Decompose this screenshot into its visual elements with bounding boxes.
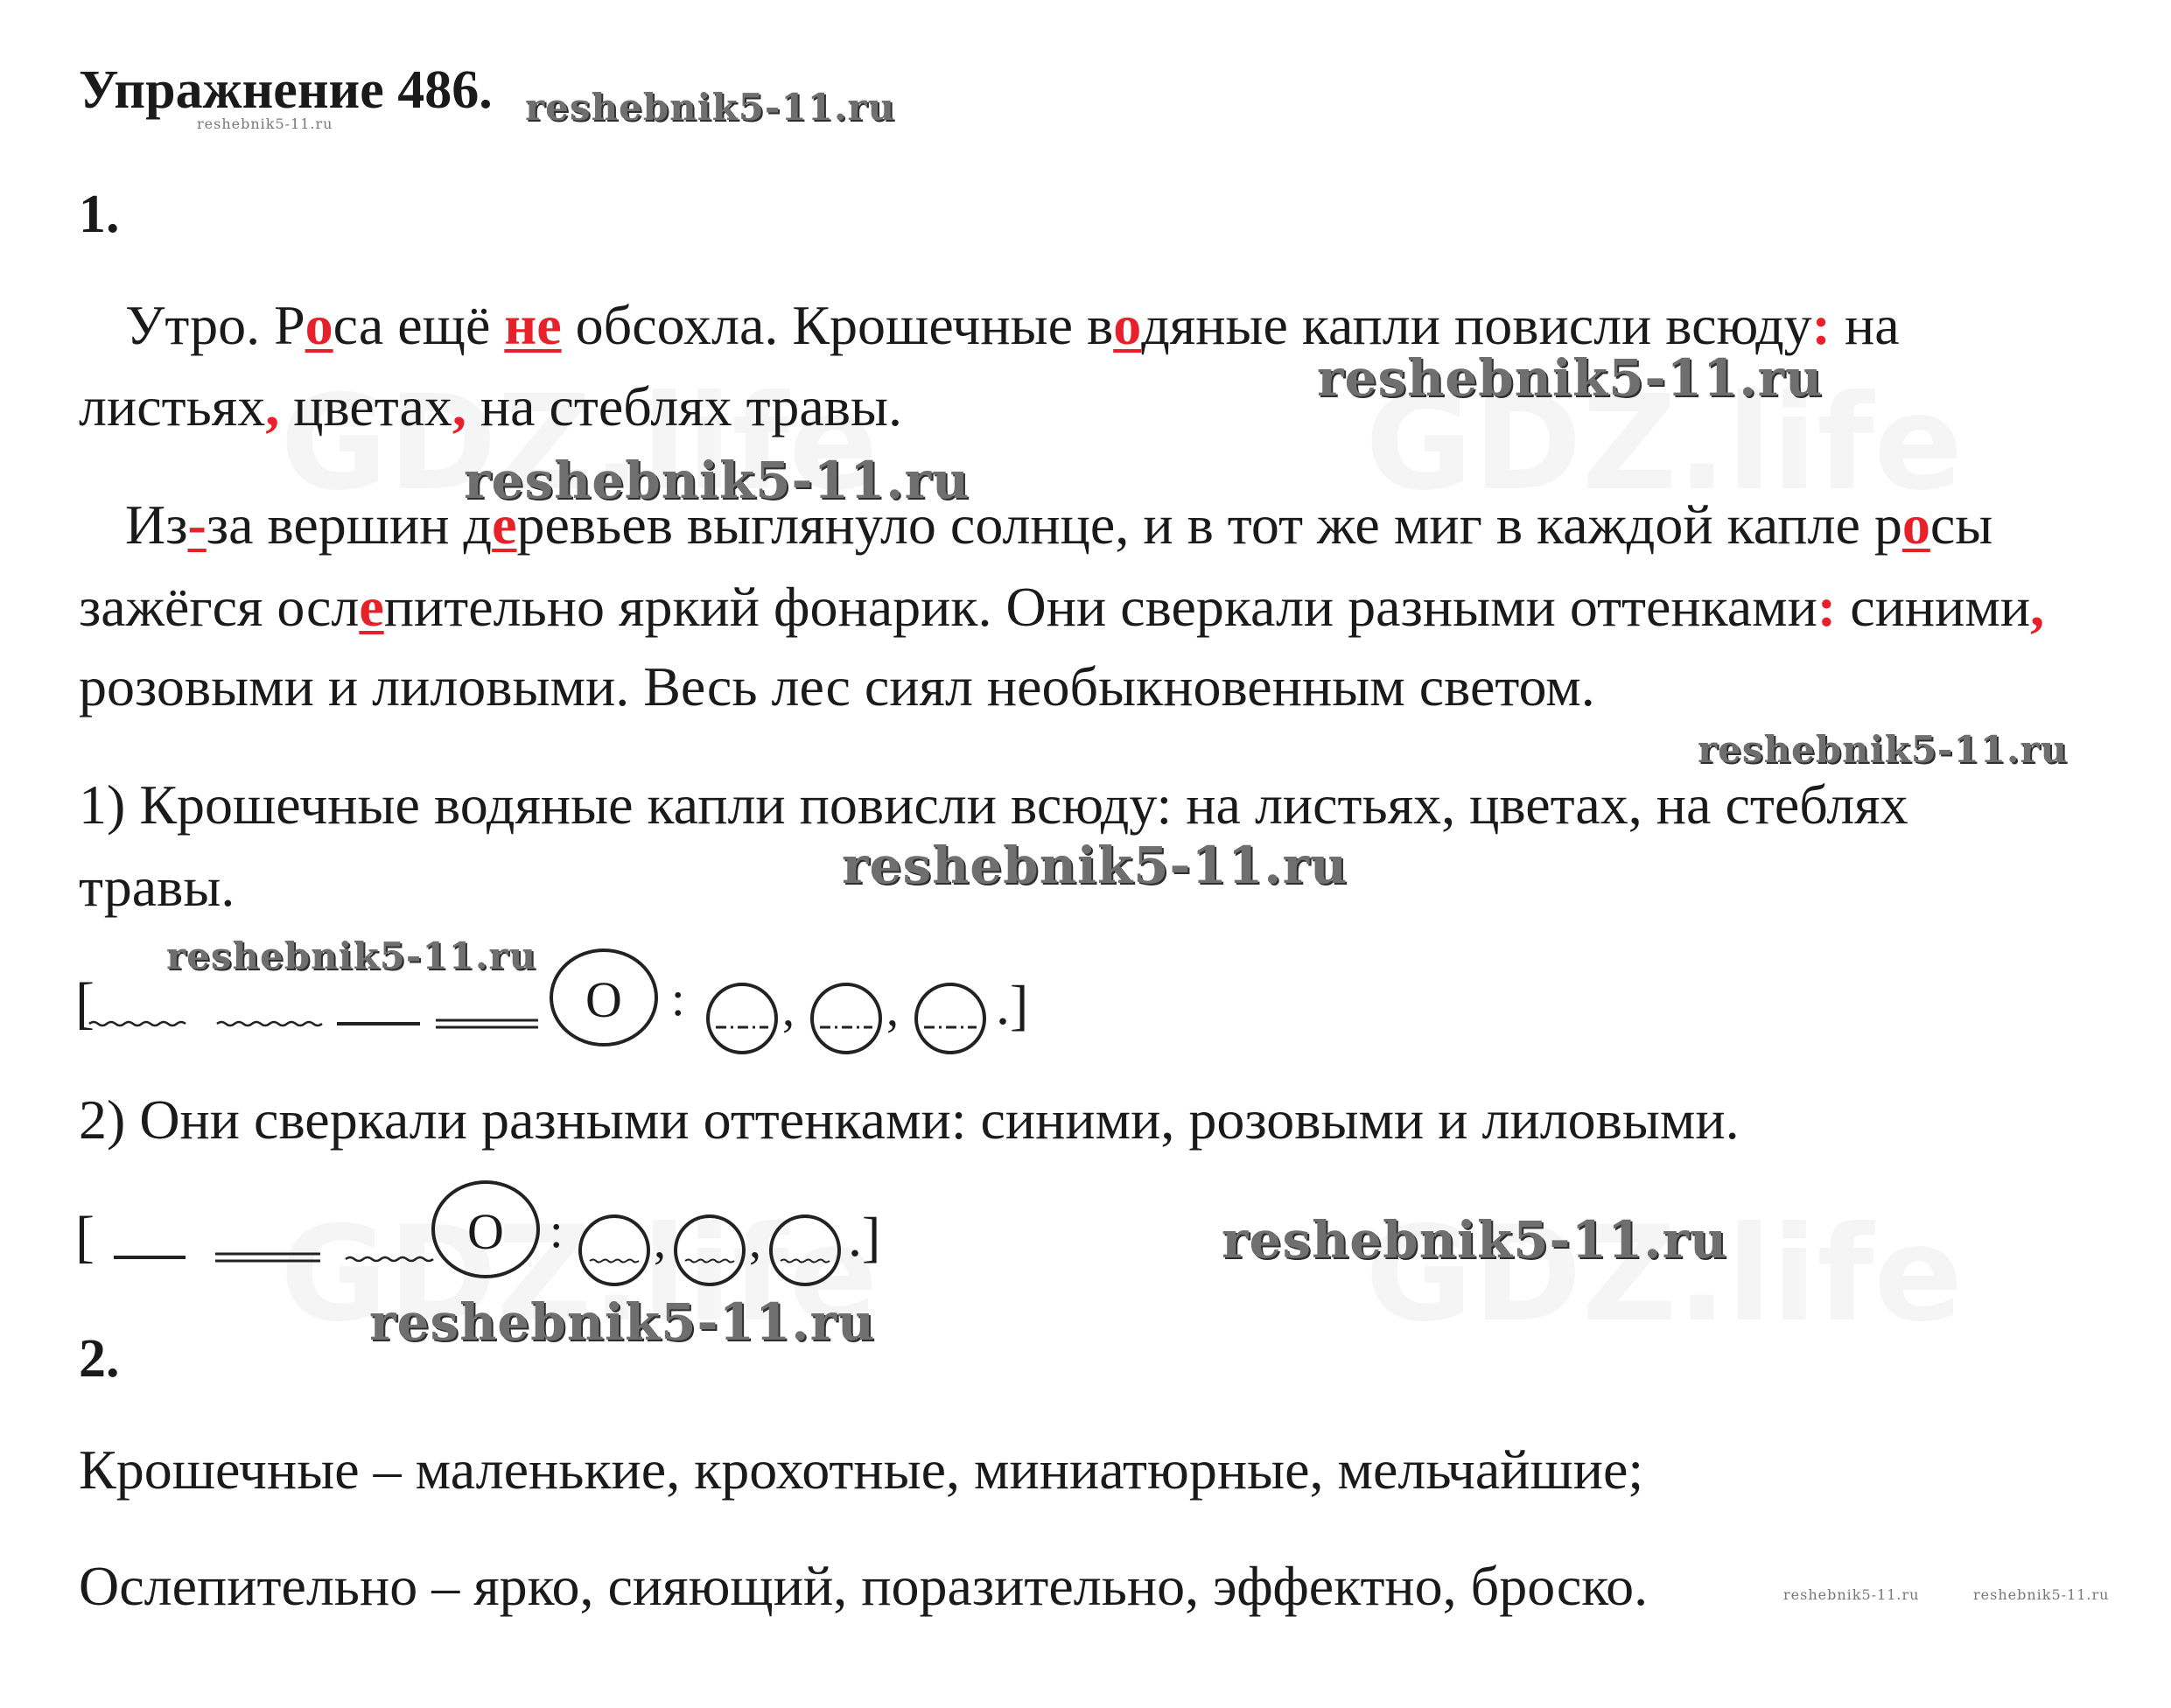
site-watermark: reshebnik5-11.ru [1698, 728, 2069, 771]
text-run: синими [1836, 576, 2031, 638]
scheme-end: .] [996, 974, 1029, 1036]
scheme-open-bracket: [ [75, 1205, 95, 1269]
highlighted-spelling: о [1113, 294, 1142, 356]
synonyms-line-2: Ослепительно – ярко, сияющий, поразительно, эффектно, броско. [79, 1555, 1649, 1617]
text-paragraph-2-line-2 [79, 576, 2045, 638]
highlighted-spelling: , [452, 375, 466, 438]
highlighted-spelling: : [1811, 294, 1831, 356]
scheme-generalizing-letter: О [467, 1203, 504, 1260]
text-paragraph-1-line-2 [79, 375, 902, 438]
scheme-member-wavy [590, 1260, 639, 1263]
site-watermark: reshebnik5-11.ru [525, 86, 896, 129]
text-run: на [1830, 294, 1900, 356]
scheme-end: .] [848, 1206, 881, 1268]
highlighted-spelling: : [1817, 576, 1837, 638]
text-run: обсохла. Крошечные в [561, 294, 1114, 356]
site-watermark: reshebnik5-11.ru [1222, 1210, 1728, 1270]
sentence-2: 2) Они сверкали разными оттенками: синими, розовыми и лиловыми. [79, 1088, 1740, 1151]
scheme-member-wavy [781, 1260, 830, 1263]
sentence-1-line-2: травы. [79, 856, 235, 918]
highlighted-spelling: не [504, 294, 562, 356]
site-watermark: reshebnik5-11.ru [464, 451, 970, 510]
highlighted-spelling: , [265, 375, 280, 438]
scheme-wavy-underline [89, 1022, 186, 1026]
text-run: ревьев выглянуло солнце, и в тот же миг в каждой капле р [516, 494, 1902, 556]
scheme-colon: : [671, 972, 685, 1026]
site-watermark: reshebnik5-11.ru [197, 116, 333, 132]
scheme-comma: , [886, 983, 899, 1037]
site-watermark: reshebnik5-11.ru [166, 934, 537, 977]
text-run: розовыми и лиловыми. Весь лес сиял необыкновенным светом. [79, 655, 1595, 718]
section-number-1: 1. [79, 185, 120, 244]
synonyms-line-1: Крошечные – маленькие, крохотные, миниатюрные, мельчайшие; [79, 1438, 1644, 1501]
text-run: за вершин д [206, 494, 493, 556]
site-watermark: reshebnik5-11.ru [1783, 1586, 1920, 1603]
scheme-member-circle [708, 984, 776, 1053]
scheme-colon: : [550, 1204, 564, 1258]
scheme-member-circle [916, 984, 984, 1053]
text-run: Из [125, 494, 188, 556]
text-run: листьях [79, 375, 266, 438]
scheme-wavy-underline [217, 1022, 322, 1026]
site-watermark: reshebnik5-11.ru [1317, 348, 1824, 408]
text-paragraph-2-line-1 [125, 494, 1993, 556]
text-paragraph-1-line-1 [125, 294, 1900, 356]
scheme-member-circle [580, 1216, 648, 1284]
text-run: пительно яркий фонарик. Они сверкали разными оттенками [383, 576, 1817, 638]
text-paragraph-2-line-3 [79, 655, 1595, 718]
scheme-comma: , [782, 983, 795, 1037]
scheme-wavy-underline [346, 1257, 433, 1261]
text-run: цветах [279, 375, 452, 438]
section-number-2: 2. [79, 1329, 120, 1389]
scheme-member-wavy [685, 1260, 734, 1263]
scheme-comma: , [749, 1214, 761, 1269]
site-watermark: reshebnik5-11.ru [842, 836, 1348, 895]
text-run: дяные капли повисли всюду [1141, 294, 1812, 356]
scheme-open-bracket: [ [75, 971, 95, 1035]
text-run: са ещё [333, 294, 505, 356]
text-run: сы [1929, 494, 1993, 556]
highlighted-spelling: о [1901, 494, 1930, 556]
scheme-member-circle [771, 1216, 839, 1284]
site-watermark: reshebnik5-11.ru [369, 1292, 876, 1352]
highlighted-spelling: е [359, 576, 384, 638]
exercise-title: Упражнение 486. [79, 60, 493, 120]
highlighted-spelling: е [492, 494, 517, 556]
scheme-generalizing-letter: О [585, 971, 622, 1028]
highlighted-spelling: о [305, 294, 333, 356]
text-run: зажёгся осл [79, 576, 360, 638]
scheme-member-circle [676, 1216, 744, 1284]
highlighted-spelling: , [2030, 576, 2045, 638]
sentence-1-line-1: 1) Крошечные водяные капли повисли всюду: на листьях, цветах, на стеблях [79, 774, 1908, 836]
scheme-comma: , [654, 1214, 666, 1269]
site-watermark: reshebnik5-11.ru [1973, 1586, 2110, 1603]
text-run: Утро. Р [125, 294, 305, 356]
text-run: на стеблях травы. [466, 375, 902, 438]
highlighted-spelling: - [187, 494, 207, 556]
sentence-scheme-2 [70, 1177, 928, 1299]
scheme-member-circle [812, 984, 880, 1053]
